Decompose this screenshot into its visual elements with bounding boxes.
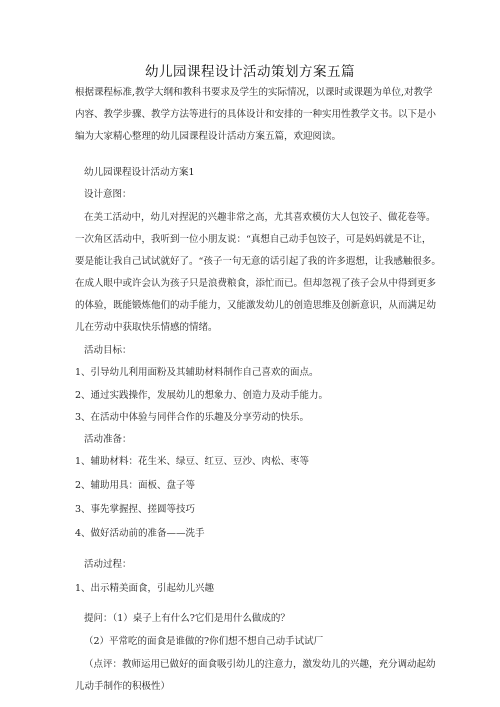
question-line: 提问：（1）桌子上有什么?它们是用什么做成的？ [84,613,290,624]
design-label: 设计意图： [84,189,132,200]
goal-item: 3、在活动中体验与同伴合作的乐趣及分享劳动的快乐。 [75,412,310,423]
design-paragraph-line: 在成人眼中或许会认为孩子只是浪费粮食，添忙而已。但却忽视了孩子会从中得到更多 [75,278,437,289]
goal-item: 2、通过实践操作，发展幼儿的想象力、创造力及动手能力。 [75,390,329,401]
design-paragraph-line: 要是能让我自己试试就好了。“孩子一句无意的话引起了我的许多遐想，让我感触很多。 [75,256,441,267]
design-paragraph-line: 在美工活动中，幼儿对捏泥的兴趣非常之高，尤其喜欢模仿大人包饺子、做花卷等。 [84,212,436,223]
document-title: 幼儿园课程设计活动策划方案五篇 [145,64,355,80]
design-paragraph-line: 一次角区活动中，我听到一位小朋友说：“真想自己动手包饺子，可是妈妈就是不让， [75,234,432,245]
goal-item: 1、引导幼儿利用面粉及其辅助材料制作自己喜欢的面点。 [75,367,319,378]
prep-item: 3、事先掌握捏、搓圆等技巧 [75,504,196,515]
process-label: 活动过程： [84,559,132,570]
question-line: （2）平常吃的面食是谁做的?你们想不想自己动手试试厂 [84,636,324,647]
goals-label: 活动目标： [84,345,132,356]
intro-line: 编为大家精心整理的幼儿园课程设计活动方案五篇，欢迎阅读。 [75,131,342,142]
intro-line: 内容、教学步骤、教学方法等进行的具体设计和安排的一种实用性教学文书。以下是小 [75,109,437,120]
prep-item: 2、辅助用具：面板、盘子等 [75,480,196,491]
comment-line: 儿动手制作的积极性） [75,681,171,692]
plan-heading: 幼儿园课程设计活动方案1 [84,167,195,178]
prep-item: 4、做好活动前的准备——洗手 [75,528,205,539]
prep-label: 活动准备： [84,434,132,445]
process-step: 1、出示精美面食，引起幼儿兴趣 [75,583,215,594]
prep-item: 1、辅助材料：花生米、绿豆、红豆、豆沙、肉松、枣等 [75,456,310,467]
intro-line: 根据课程标准,教学大纲和教科书要求及学生的实际情况，以课时或课题为单位,对教学 [75,87,433,98]
design-paragraph-line: 的体验，既能锻炼他们的动手能力，又能激发幼儿的创造思维及创新意识，从而满足幼 [75,300,437,311]
comment-line: （点评：教师运用已做好的面食吸引幼儿的注意力，激发幼儿的兴趣，充分调动起幼 [84,659,436,670]
design-paragraph-line: 儿在劳动中获取快乐情感的情绪。 [75,322,218,333]
